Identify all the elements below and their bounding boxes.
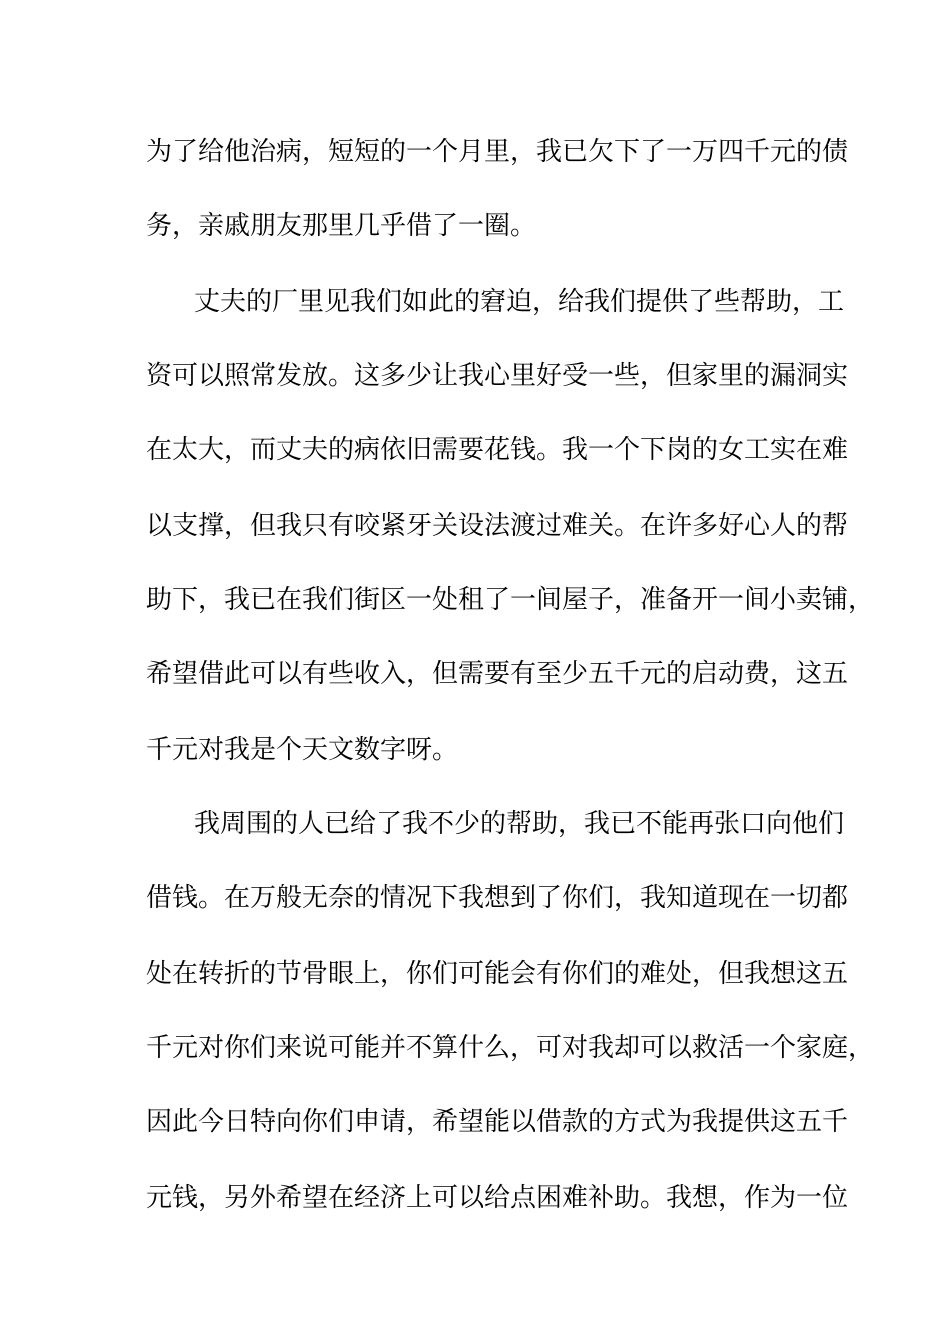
text-line: 处在转折的节骨眼上，你们可能会有你们的难处，但我想这五 — [146, 959, 849, 989]
text-line: 千元对你们来说可能并不算什么，可对我却可以救活一个家庭， — [146, 1033, 875, 1063]
text-line: 以支撑，但我只有咬紧牙关设法渡过难关。在许多好心人的帮 — [146, 511, 849, 541]
text-line: 因此今日特向你们申请，希望能以借款的方式为我提供这五千 — [146, 1107, 849, 1137]
text-line: 我周围的人已给了我不少的帮助，我已不能再张口向他们 — [194, 809, 845, 839]
text-line: 资可以照常发放。这多少让我心里好受一些，但家里的漏洞实 — [146, 361, 849, 391]
text-line: 在太大，而丈夫的病依旧需要花钱。我一个下岗的女工实在难 — [146, 435, 849, 465]
text-line: 为了给他治病，短短的一个月里，我已欠下了一万四千元的债 — [146, 137, 849, 167]
text-line: 希望借此可以有些收入，但需要有至少五千元的启动费，这五 — [146, 659, 849, 689]
text-line: 元钱，另外希望在经济上可以给点困难补助。我想，作为一位 — [146, 1183, 849, 1213]
text-line: 千元对我是个天文数字呀。 — [146, 735, 459, 765]
text-line: 助下，我已在我们街区一处租了一间屋子，准备开一间小卖铺， — [146, 585, 875, 615]
text-line: 丈夫的厂里见我们如此的窘迫，给我们提供了些帮助，工 — [194, 287, 845, 317]
text-line: 务，亲戚朋友那里几乎借了一圈。 — [146, 211, 537, 241]
text-line: 借钱。在万般无奈的情况下我想到了你们，我知道现在一切都 — [146, 883, 849, 913]
